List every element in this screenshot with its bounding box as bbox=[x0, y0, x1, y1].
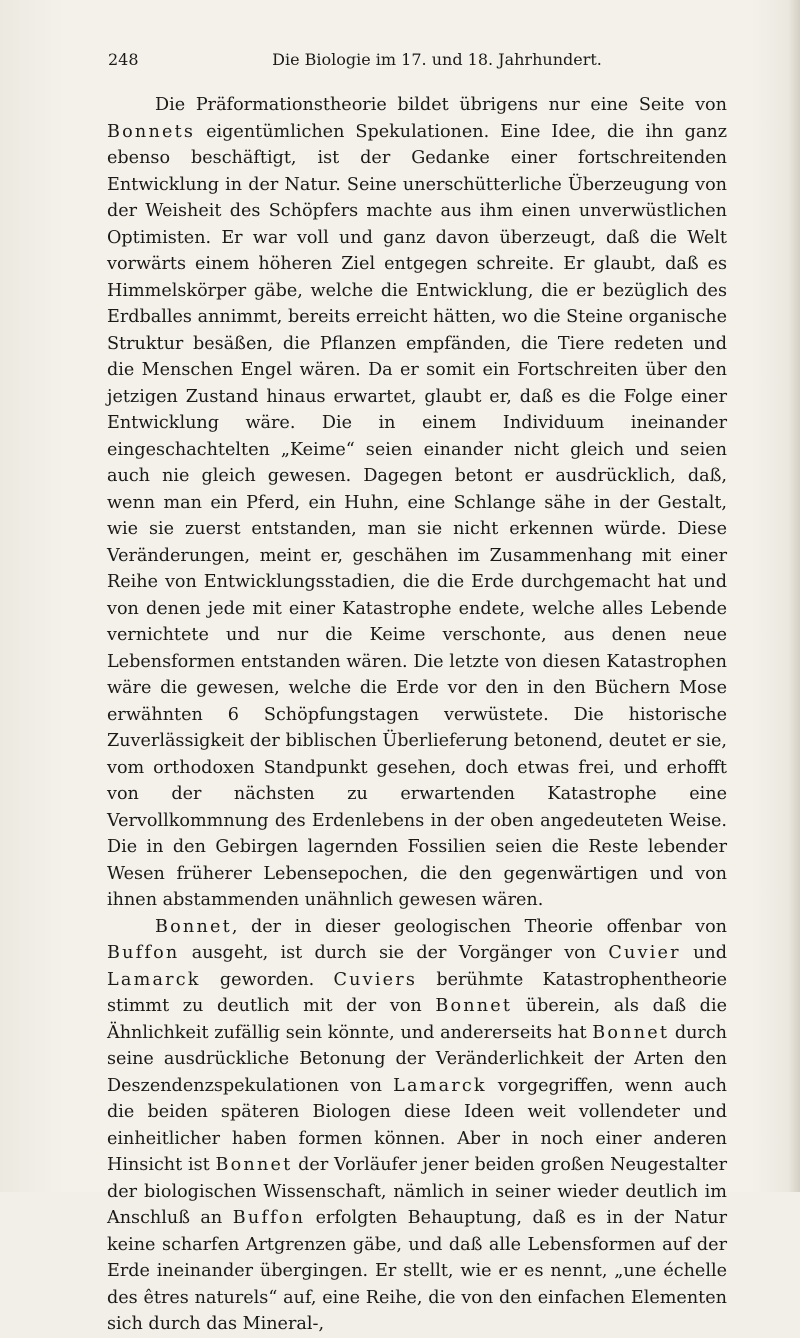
running-header bbox=[108, 50, 726, 74]
body-text bbox=[107, 92, 727, 1338]
text-run: berühmte Katastrophentheorie stimmt zu deutlich mit der von bbox=[107, 969, 727, 1016]
text-run: vorgegriffen, wenn auch die beiden späteren Biologen diese Ideen weit vollendeter und einheitlicher haben formen können. Aber in noch einer anderen Hinsicht ist bbox=[107, 1075, 728, 1175]
name-emphasis: Lamarck bbox=[393, 1075, 487, 1096]
name-emphasis: Bonnet bbox=[215, 1155, 293, 1175]
page-number: 248 bbox=[108, 50, 139, 69]
text-run: erfolgten Behauptung, daß es in der Natur keine scharfen Artgrenzen gäbe, und daß alle Lebensformen auf der Erde ineinander übergingen. Er stellt, wie er es nennt, „une échelle des êtres naturels“ auf, eine Reihe, die von den einfachen Elementen sich durch das Mineral-, bbox=[107, 1208, 727, 1334]
name-emphasis: Bonnet bbox=[155, 916, 232, 937]
name-emphasis: Buffon bbox=[232, 1208, 306, 1228]
running-title: Die Biologie im 17. und 18. Jahrhundert. bbox=[272, 50, 602, 69]
text-run: , der in dieser geologischen Theorie offenbar von bbox=[231, 916, 727, 937]
paragraph bbox=[107, 92, 727, 914]
name-emphasis: Buffon bbox=[107, 943, 180, 963]
page-edge-shadow bbox=[788, 0, 800, 1192]
paragraph bbox=[107, 914, 727, 1338]
text-run: eigentümlichen Spekulationen. Eine Idee, die ihn ganz ebenso beschäftigt, ist der Gedanke einer fortschreitenden Entwicklung in der Natur. Seine unerschütterliche Überzeugung von der Weisheit des Schöpfers machte aus ihm einen unverwüstlichen Optimisten. Er war voll und ganz davon überzeugt, daß die Welt vorwärts einem höheren Ziel entgegen schreite. Er glaubt, daß es Himmelskörper gäbe, welche die Entwicklung, die er bezüglich des Erdballes annimmt, bereits erreicht hätten, wo die Steine organische Struktur besäßen, die Pflanzen empfänden, die Tiere redeten und die Menschen Engel wären. Da er somit ein Fortschreiten über den jetzigen Zustand hinaus erwartet, glaubt er, daß es die Folge einer Entwicklung wäre. Die in einem Individuum ineinander eingeschachtelten „Keime“ seien einander nicht gleich und seien auch nie gleich gewesen. Dagegen betont er ausdrücklich, daß, wenn man ein Pferd, ein Huhn, eine Schlange sähe in der Gestalt, wie sie zuerst entstanden, man sie nicht erkennen würde. Diese Veränderungen, meint er, geschähen im Zusammenhang mit einer Reihe von Entwicklungsstadien, die die Erde durchgemacht hat und von denen jede mit einer Katastrophe endete, welche alles Lebende vernichtete und nur die Keime verschonte, aus denen neue Lebensformen entstanden wären. Die letzte von diesen Katastrophen wäre die gewesen, welche die Erde vor den in den Büchern Mose erwähnten 6 Schöpfungstagen verwüstete. Die historische Zuverlässigkeit der biblischen Überlieferung betonend, deutet er sie, vom orthodoxen Standpunkt gesehen, doch etwas frei, und erhofft von der nächsten zu erwartenden Katastrophe eine Vervollkommnung des Erdenlebens in der oben angedeuteten Weise. Die in den Gebirgen lagernden Fossilien seien die Reste lebender Wesen früherer Lebensepochen, die den gegenwärtigen und von ihnen abstammenden unähnlich gewesen wären. bbox=[107, 121, 727, 910]
name-emphasis: Cuviers bbox=[333, 969, 418, 990]
text-run: ausgeht, ist durch sie der Vorgänger von bbox=[179, 943, 609, 963]
name-emphasis: Cuvier bbox=[608, 943, 681, 963]
name-emphasis: Lamarck bbox=[107, 969, 201, 990]
text-run: überein, als daß die Ähnlichkeit zufällig sein könnte, und andererseits hat bbox=[107, 996, 727, 1043]
name-emphasis: Bonnets bbox=[107, 121, 196, 142]
text-run: durch seine ausdrückliche Betonung der Veränderlichkeit der Arten den Deszendenzspekulationen von bbox=[107, 1022, 728, 1096]
text-run: Die Präformationstheorie bildet übrigens nur eine Seite von bbox=[155, 95, 727, 115]
text-run: der Vorläufer jener beiden großen Neugestalter der biologischen Wissenschaft, nämlich in seiner wieder deutlich im Anschluß an bbox=[107, 1155, 727, 1228]
text-run: und bbox=[680, 943, 727, 963]
name-emphasis: Bonnet bbox=[435, 996, 513, 1016]
text-run: geworden. bbox=[200, 969, 334, 990]
name-emphasis: Bonnet bbox=[592, 1022, 670, 1043]
